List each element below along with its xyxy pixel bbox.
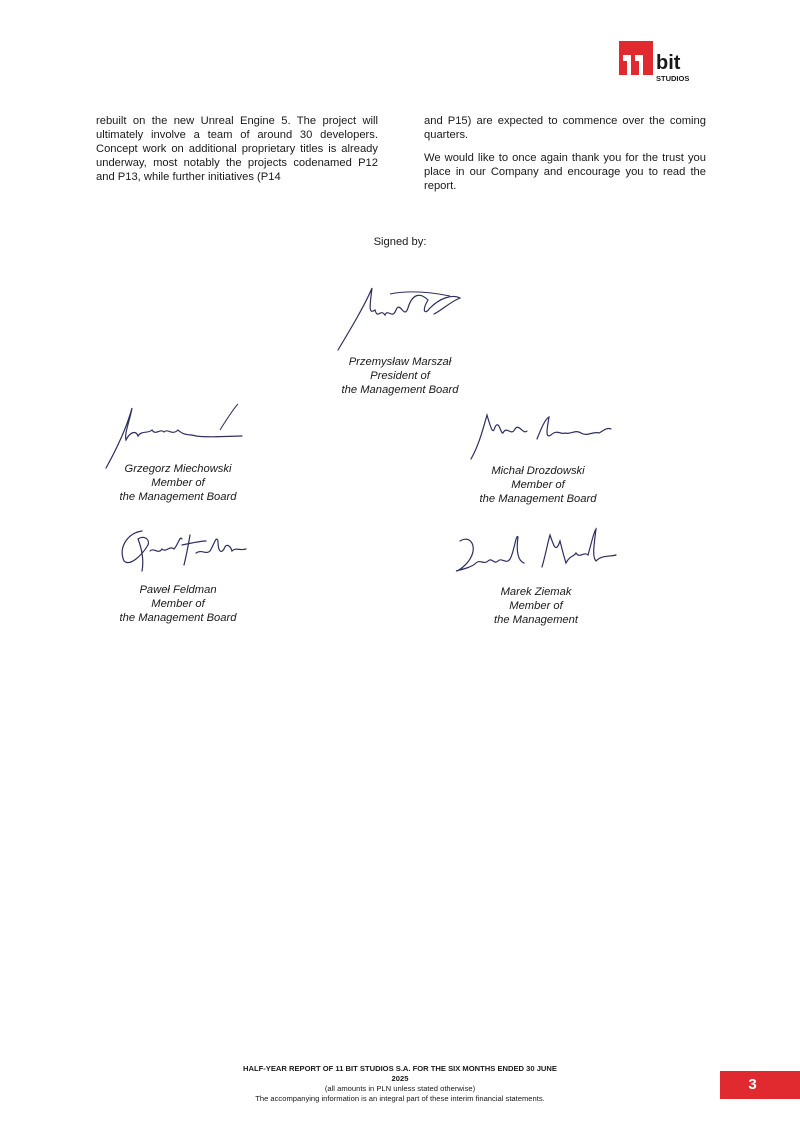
footer-note-integral: The accompanying information is an integral part of these interim financial statements.: [255, 1094, 545, 1103]
signatory-role: the Management Board: [119, 491, 237, 503]
signatory-role: Member of: [511, 479, 565, 491]
page-footer: [200, 1064, 600, 1104]
signatory-drozdowski: [438, 464, 638, 506]
signatory-ziemak: [436, 585, 636, 627]
signed-by-label: Signed by:: [373, 236, 427, 248]
signature-marszal-image: [330, 280, 470, 355]
signatory-marszal: [300, 355, 500, 397]
footer-title-line2: 2025: [391, 1074, 409, 1083]
signatory-feldman: [78, 583, 278, 625]
logo-subtext: STUDIOS: [656, 74, 690, 83]
signature-drozdowski-image: [465, 405, 615, 465]
page-number: 3: [720, 1071, 800, 1099]
signatory-name: Marek Ziemak: [500, 586, 572, 598]
company-logo: [619, 41, 697, 83]
signatory-name: Grzegorz Miechowski: [124, 463, 232, 475]
body-right-column: [424, 114, 706, 202]
footer-title-line1: HALF-YEAR REPORT OF 11 BIT STUDIOS S.A. FOR THE SIX MONTHS ENDED 30 JUNE: [243, 1064, 557, 1073]
signatory-role: the Management Board: [341, 384, 459, 396]
signatory-role: Member of: [509, 600, 563, 612]
signatory-role: President of: [370, 370, 430, 382]
signature-feldman-image: [112, 525, 252, 575]
logo-wordmark: bit: [656, 52, 681, 74]
signatory-role: Member of: [151, 598, 205, 610]
body-left-column: [96, 114, 378, 193]
signatory-role: Member of: [151, 477, 205, 489]
signatory-name: Przemysław Marszał: [348, 356, 452, 368]
body-paragraph: and P15) are expected to commence over the coming quarters.: [424, 115, 706, 141]
signatory-name: Paweł Feldman: [139, 584, 217, 596]
11-bit-logo-mark: [619, 41, 697, 83]
footer-note-amounts: (all amounts in PLN unless stated otherwise): [324, 1084, 476, 1093]
signatory-miechowski: [78, 462, 278, 504]
signature-ziemak-image: [450, 525, 620, 577]
signatory-role: the Management: [494, 614, 578, 626]
body-paragraph: We would like to once again thank you for the trust you place in our Company and encourage you to read the report.: [424, 152, 706, 192]
signatory-role: the Management Board: [119, 612, 237, 624]
signatory-name: Michał Drozdowski: [491, 465, 585, 477]
body-paragraph: rebuilt on the new Unreal Engine 5. The project will ultimately involve a team of around 30 developers. Concept work on additional proprietary titles is already underway, most notably the projects codenamed P12 and P13, while further initiatives (P14: [96, 115, 378, 183]
signatory-role: the Management Board: [479, 493, 597, 505]
